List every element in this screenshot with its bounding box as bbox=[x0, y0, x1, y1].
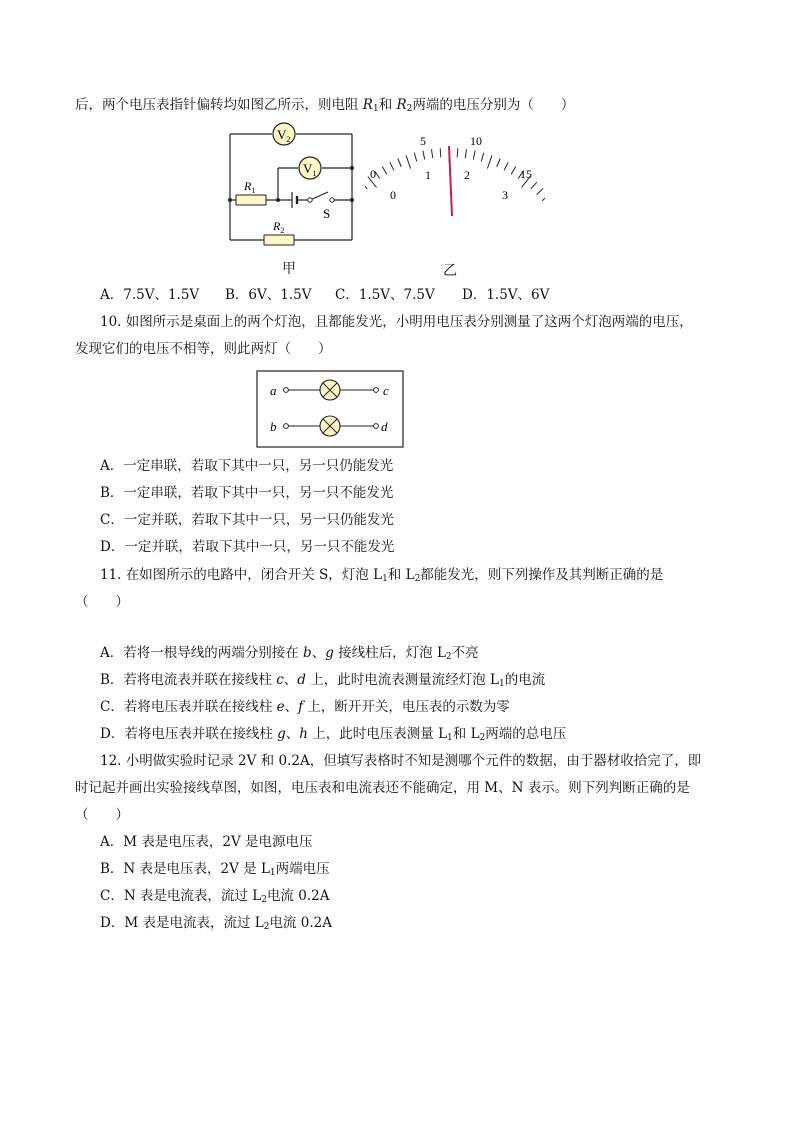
q10-option-c[interactable]: C．一定并联，若取下其中一只，另一只仍能发光 bbox=[100, 512, 394, 528]
r1-label: $R_1$ bbox=[244, 179, 256, 195]
dial-tick bbox=[365, 182, 367, 189]
q11-option-d[interactable]: D．若将电压表并联在接线柱 g、h 上，此时电压表测量 $L_1$和 $L_2$两端的总电压 bbox=[100, 726, 567, 743]
inner-scale-1: 1 bbox=[425, 168, 431, 182]
dial-tick bbox=[390, 162, 394, 170]
inner-scale-3: 3 bbox=[502, 188, 508, 202]
v2-label: $V_2$ bbox=[277, 127, 291, 144]
inner-scale-2: 2 bbox=[464, 168, 470, 182]
dial-tick bbox=[457, 148, 458, 157]
q11-option-c[interactable]: C．若将电压表并联在接线柱 e、f 上，断开开关，电压表的示数为零 bbox=[100, 699, 510, 715]
terminal-d-label: d bbox=[381, 419, 388, 434]
dial-tick bbox=[537, 188, 544, 194]
dial-tick bbox=[531, 182, 537, 189]
q9-option-c[interactable]: C．1.5V、7.5V bbox=[335, 287, 435, 303]
dial-tick bbox=[497, 159, 501, 167]
dial-tick bbox=[511, 167, 516, 175]
q11-option-a[interactable]: A．若将一根导线的两端分别接在 b、g 接线柱后，灯泡 $L_2$不亮 bbox=[100, 645, 479, 662]
dial-tick bbox=[481, 153, 483, 162]
q11-option-b[interactable]: B．若将电流表并联在接线柱 c、d 上，此时电流表测量流经灯泡 $L_1$的电流 bbox=[100, 672, 546, 689]
meter-needle bbox=[449, 146, 452, 216]
q10-option-b[interactable]: B．一定串联，若取下其中一只，另一只不能发光 bbox=[100, 485, 394, 501]
outer-scale-10: 10 bbox=[470, 134, 482, 148]
fig-right-caption: 乙 bbox=[443, 263, 457, 279]
q12-option-b[interactable]: B．N 表是电压表，2V 是 $L_1$两端电压 bbox=[100, 861, 330, 878]
r2-label: $R_2$ bbox=[273, 219, 285, 235]
terminal-a-label: a bbox=[270, 383, 277, 398]
q12-stem-line2: 时记起并画出实验接线草图，如图，电压表和电流表还不能确定，用 M、N 表示。则下列判断正确的是 bbox=[75, 780, 690, 796]
q9-meter-dial bbox=[365, 128, 545, 228]
switch-label: S bbox=[323, 206, 331, 221]
dial-tick bbox=[487, 155, 492, 168]
dial-tick bbox=[406, 155, 411, 168]
dial-tick bbox=[423, 151, 425, 160]
fig-left-caption: 甲 bbox=[282, 261, 296, 277]
q9-options bbox=[100, 286, 549, 304]
q10-stem-line2: 发现它们的电压不相等，则此两灯（ ） bbox=[75, 341, 332, 357]
q12-option-a[interactable]: A．M 表是电压表，2V 是电源电压 bbox=[100, 834, 313, 850]
q12-option-c[interactable]: C．N 表是电流表，流过 $L_2$电流 0.2A bbox=[100, 888, 330, 905]
q10-option-a[interactable]: A．一定串联，若取下其中一只，另一只仍能发光 bbox=[100, 458, 394, 474]
dial-tick bbox=[382, 167, 387, 175]
q12-stem-line3: （ ） bbox=[75, 807, 129, 823]
q11-stem-line1: 11. 在如图所示的电路中，闭合开关 S，灯泡 $L_1$和 $L_2$都能发光，则下列操作及其判断正确的是 bbox=[100, 567, 664, 584]
inner-scale-0: 0 bbox=[390, 188, 396, 202]
q11-stem-line2: （ ） bbox=[75, 594, 129, 610]
v1-label: $V_1$ bbox=[303, 161, 317, 178]
dial-tick bbox=[504, 162, 508, 170]
dial-tick bbox=[432, 149, 433, 158]
q12-option-d[interactable]: D．M 表是电流表，流过 $L_2$电流 0.2A bbox=[100, 915, 332, 932]
q9-option-b[interactable]: B．6V、1.5V bbox=[225, 287, 312, 303]
q10-option-d[interactable]: D．一定并联，若取下其中一只，另一只不能发光 bbox=[100, 539, 395, 555]
dial-tick bbox=[473, 151, 475, 160]
dial-tick bbox=[465, 149, 466, 158]
q10-stem-line1: 10. 如图所示是桌面上的两个灯泡，且都能发光，小明用电压表分别测量了这两个灯泡两端的电压， bbox=[100, 314, 693, 330]
dial-tick bbox=[414, 153, 416, 162]
terminal-b-label: b bbox=[270, 419, 277, 434]
outer-scale-0: 0 bbox=[370, 167, 376, 181]
terminal-c-label: c bbox=[383, 383, 389, 398]
q12-stem-line1: 12. 小明做实验时记录 2V 和 0.2A，但填写表格时不知是测哪个元件的数据，由于器材收拾完了，即 bbox=[100, 753, 702, 769]
q10-bulb-diagram bbox=[256, 370, 406, 450]
q9-stem: 后，两个电压表指针偏转均如图乙所示，则电阻 $R_1$和 $R_2$两端的电压分别为（ ） bbox=[75, 97, 575, 114]
outer-scale-15: 15 bbox=[520, 167, 532, 181]
dial-tick bbox=[542, 195, 545, 201]
dial-tick bbox=[440, 148, 441, 157]
outer-scale-5: 5 bbox=[420, 134, 426, 148]
q9-circuit-diagram bbox=[222, 120, 362, 246]
q9-option-a[interactable]: A．7.5V、1.5V bbox=[100, 287, 200, 303]
q9-option-d[interactable]: D．1.5V、6V bbox=[462, 287, 550, 303]
dial-tick bbox=[398, 159, 402, 167]
